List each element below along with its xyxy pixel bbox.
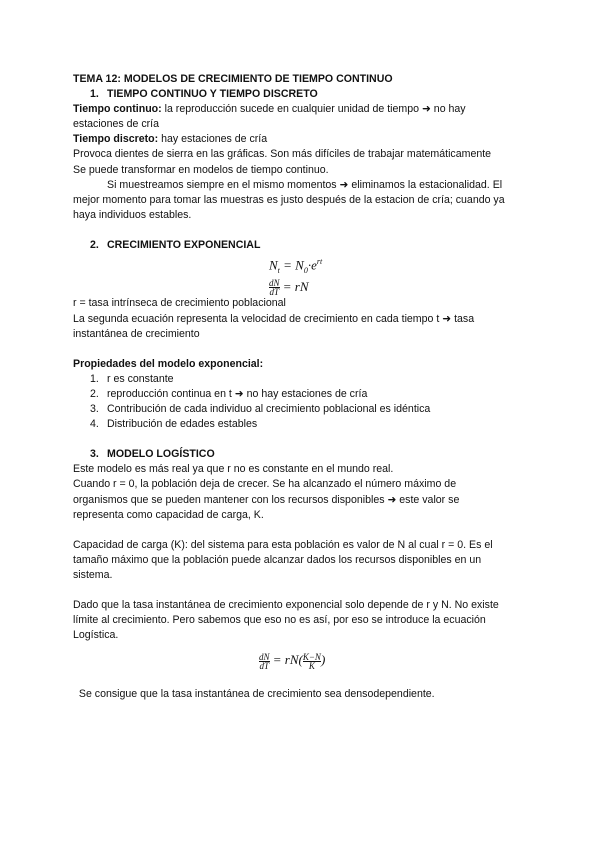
section-3-title: MODELO LOGÍSTICO (107, 448, 215, 461)
second-equation-line-2: instantánea de crecimiento (73, 327, 200, 340)
fraction-dn-dt: $\frac{dN}{dT}$ (269, 278, 280, 298)
logistic-equation: $\frac{dN}{dT}$ = rN( $\frac{K-N}{K}$ ) (259, 651, 326, 671)
section-3-number: 3. (90, 448, 99, 461)
final-line: Se consigue que la tasa instantánea de crecimiento sea densodependiente. (73, 688, 435, 701)
properties-heading: Propiedades del modelo exponencial: (73, 357, 264, 370)
logistic-line-3: organismos que se pueden mantener con los recursos disponibles ➜ este valor se (73, 493, 460, 506)
capacity-line-1: Capacidad de carga (K): del sistema para esta población es valor de N al cual r = 0. Es el (73, 538, 493, 551)
logistic-line-4: representa como capacidad de carga, K. (73, 508, 264, 521)
tiempo-continuo-text: la reproducción sucede en cualquier unidad de tiempo ➜ no hay (161, 103, 466, 116)
growth-rate-equation: $\frac{dN}{dT}$ = rN (269, 278, 309, 298)
dado-line-2: límite al crecimiento. Pero sabemos que eso no es así, por eso se introduce la ecuación (73, 614, 486, 627)
capacity-line-3: sistema. (73, 568, 113, 581)
capacity-line-2: tamaño máximo que la población puede alcanzar dados los recursos disponibles en un (73, 553, 482, 566)
tiempo-continuo-line (73, 102, 533, 117)
tiempo-discreto-text: hay estaciones de cría (158, 133, 268, 146)
section-2-number: 2. (90, 238, 99, 251)
list-item: 4. Distribución de edades estables (90, 418, 258, 431)
document-page (73, 72, 533, 702)
fraction-dn-dt: $\frac{dN}{dT}$ (259, 651, 270, 671)
page-title: TEMA 12: MODELOS DE CRECIMIENTO DE TIEMPO CONTINUO (73, 73, 393, 85)
list-item: 3. Contribución de cada individuo al crecimiento poblacional es idéntica (90, 403, 431, 416)
tiempo-discreto-line (73, 132, 533, 147)
tiempo-continuo-label: Tiempo continuo: (73, 103, 162, 116)
logistic-line-1: Este modelo es más real ya que r no es constante en el mundo real. (73, 463, 394, 476)
muestreo-para-2: mejor momento para tomar las muestras es justo después de la estacion de cría; cuando ya (73, 193, 505, 206)
section-1-title: TIEMPO CONTINUO Y TIEMPO DISCRETO (107, 88, 318, 101)
muestreo-para-1: Si muestreamos siempre en el mismo momentos ➜ eliminamos la estacionalidad. El (107, 178, 503, 191)
tiempo-discreto-label: Tiempo discreto: (73, 133, 159, 146)
section-3-heading (73, 447, 533, 462)
section-1-number: 1. (90, 88, 99, 101)
section-1-heading (73, 87, 533, 102)
exponential-equation: $N_t = N_0\cdot e^{rt}$ (269, 257, 323, 275)
second-equation-line-1: La segunda ecuación representa la velocidad de crecimiento en cada tiempo t ➜ tasa (73, 312, 475, 325)
transformar-line: Se puede transformar en modelos de tiempo continuo. (73, 163, 329, 176)
list-item: 1. r es constante (90, 372, 174, 385)
r-definition: r = tasa intrínseca de crecimiento poblacional (73, 297, 286, 310)
section-2-title: CRECIMIENTO EXPONENCIAL (107, 238, 261, 251)
logistic-line-2: Cuando r = 0, la población deja de crecer. Se ha alcanzado el número máximo de (73, 478, 457, 491)
list-item: 2. reproducción continua en t ➜ no hay estaciones de cría (90, 387, 368, 400)
section-2-heading (73, 238, 533, 253)
dientes-sierra-line: Provoca dientes de sierra en las gráficas. Son más difíciles de trabajar matemáticamente (73, 148, 492, 161)
muestreo-para-3: haya individuos estables. (73, 208, 192, 221)
dado-line-1: Dado que la tasa instantánea de crecimiento exponencial solo depende de r y N. No existe (73, 598, 499, 611)
fraction-k-minus-n-over-k: $\frac{K-N}{K}$ (302, 651, 321, 671)
properties-list (73, 372, 533, 432)
dado-line-3: Logística. (73, 629, 119, 642)
tiempo-continuo-text-2: estaciones de cría (73, 118, 159, 131)
